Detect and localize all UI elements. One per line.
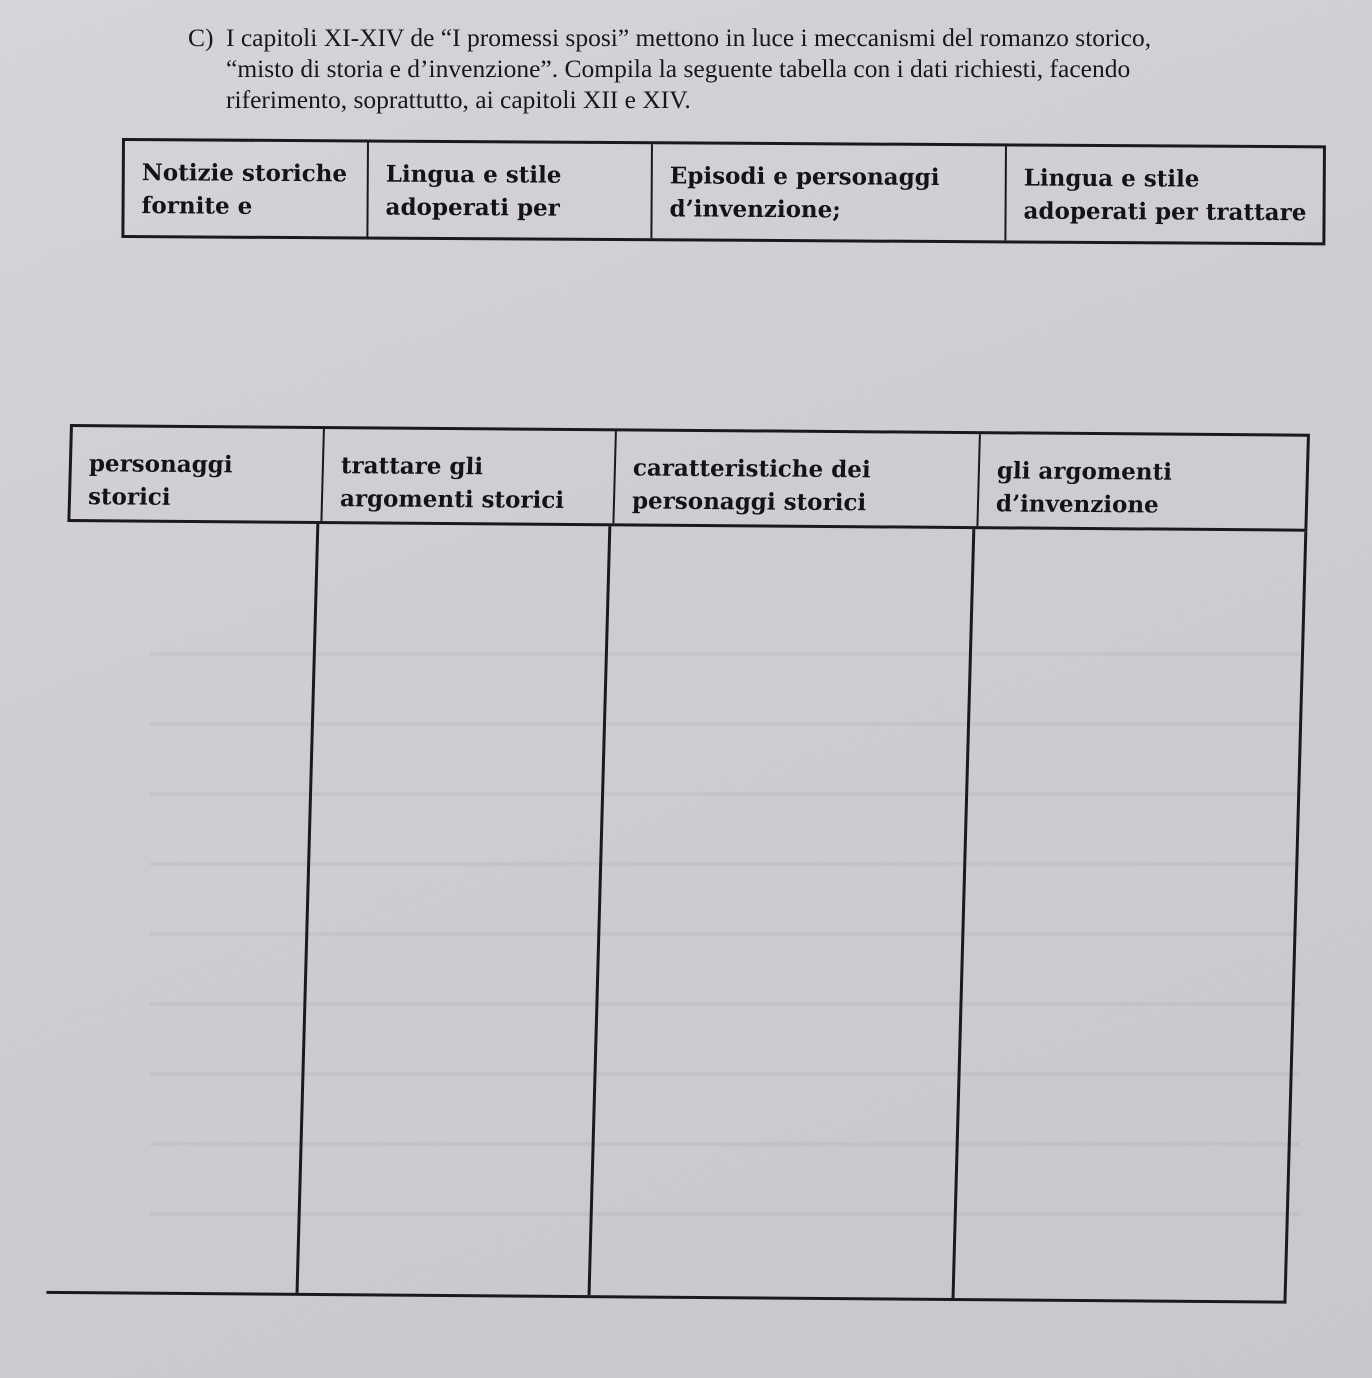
column-trattare-argomenti: trattare gli argomenti storici <box>322 429 616 523</box>
top-header-table <box>121 138 1326 245</box>
answer-cell-trattare-argomenti[interactable] <box>299 524 612 1295</box>
answer-table-body <box>46 522 1307 1304</box>
header-cell-notizie-storiche: Notizie storiche fornite e <box>124 141 369 236</box>
answer-cell-personaggi-storici[interactable] <box>47 522 320 1293</box>
header-cell-episodi-personaggi: Episodi e personaggi d’invenzione; <box>652 144 1007 240</box>
answer-table-header <box>67 424 1310 532</box>
column-caratteristiche: caratteristiche dei personaggi storici <box>614 431 980 526</box>
answer-cell-argomenti-invenzione[interactable] <box>955 529 1302 1300</box>
column-personaggi-storici: personaggi storici <box>70 427 324 521</box>
answer-cell-caratteristiche[interactable] <box>591 526 976 1298</box>
header-cell-lingua-stile-1: Lingua e stile adoperati per <box>368 143 653 239</box>
instruction-line-1: C) I capitoli XI-XIV de “I promessi sposi” mettono in luce i meccanismi del romanzo storico, <box>188 23 1152 52</box>
instruction-line-2: “misto di storia e d’invenzione”. Compila la seguente tabella con i dati richiesti, facendo <box>226 54 1131 83</box>
exercise-label: C) <box>188 23 214 52</box>
exercise-instruction <box>188 22 1338 115</box>
header-cell-lingua-stile-2: Lingua e stile adoperati per trattare <box>1023 164 1307 227</box>
instruction-line-3: riferimento, soprattutto, ai capitoli XII e XIV. <box>226 85 691 114</box>
answer-table <box>46 424 1309 1304</box>
column-argomenti-invenzione: gli argomenti d’invenzione <box>995 457 1173 519</box>
